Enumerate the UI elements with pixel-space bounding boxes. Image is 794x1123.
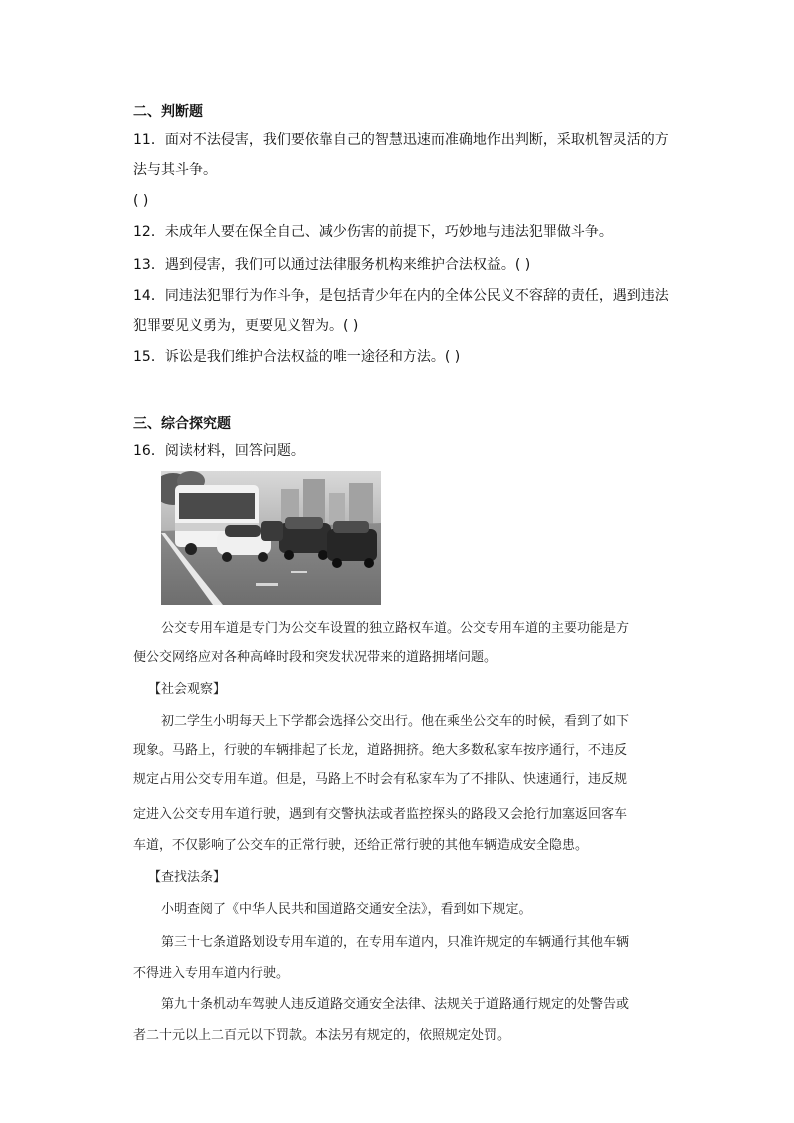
- question-15: 15．诉讼是我们维护合法权益的唯一途径和方法。( ): [133, 349, 461, 365]
- question-11-answer-bracket: ( ): [133, 193, 149, 209]
- photo-illustration-icon: [161, 471, 381, 605]
- material-paragraph-2-line-2: 现象。马路上，行驶的车辆排起了长龙，道路拥挤。绝大多数私家车按序通行，不违反: [133, 743, 628, 758]
- material-paragraph-5-line-1: 第九十条机动车驾驶人违反道路交通安全法律、法规关于道路通行规定的处警告或: [161, 997, 630, 1012]
- material-paragraph-4-line-2: 不得进入专用车道内行驶。: [133, 966, 290, 981]
- material-paragraph-1-line-2: 便公交网络应对各种高峰时段和突发状况带来的道路拥堵问题。: [133, 650, 498, 665]
- material-paragraph-1-line-1: 公交专用车道是专门为公交车设置的独立路权车道。公交专用车道的主要功能是方: [161, 621, 630, 636]
- question-13: 13．遇到侵害，我们可以通过法律服务机构来维护合法权益。( ): [133, 257, 531, 273]
- material-paragraph-2-line-3: 规定占用公交专用车道。但是，马路上不时会有私家车为了不排队、快速通行，违反规: [133, 772, 628, 787]
- question-14-line-2: 犯罪要见义勇为，更要见义智为。( ): [133, 318, 359, 334]
- material-paragraph-2-line-5: 车道，不仅影响了公交车的正常行驶，还给正常行驶的其他车辆造成安全隐患。: [133, 838, 589, 853]
- question-11-line-2: 法与其斗争。: [133, 162, 217, 178]
- material-paragraph-4-line-1: 第三十七条道路划设专用车道的，在专用车道内，只准许规定的车辆通行其他车辆: [161, 935, 630, 950]
- material-paragraph-5-line-2: 者二十元以上二百元以下罚款。本法另有规定的，依照规定处罚。: [133, 1028, 511, 1043]
- question-16: 16．阅读材料，回答问题。: [133, 443, 305, 459]
- question-11-line-1: 11．面对不法侵害，我们要依靠自己的智慧迅速而准确地作出判断，采取机智灵活的方: [133, 132, 669, 148]
- material-paragraph-3: 小明查阅了《中华人民共和国道路交通安全法》，看到如下规定。: [161, 902, 532, 917]
- label-social-observation: 【社会观察】: [148, 682, 227, 697]
- section-title-judgment: 二、判断题: [133, 104, 203, 120]
- bus-lane-traffic-photo: [161, 471, 381, 605]
- material-paragraph-2-line-1: 初二学生小明每天上下学都会选择公交出行。他在乘坐公交车的时候，看到了如下: [161, 714, 630, 729]
- material-paragraph-2-line-4: 定进入公交专用车道行驶，遇到有交警执法或者监控探头的路段又会抢行加塞返回客车: [133, 807, 628, 822]
- label-find-law: 【查找法条】: [148, 870, 227, 885]
- section-title-inquiry: 三、综合探究题: [133, 416, 231, 432]
- question-12: 12．未成年人要在保全自己、减少伤害的前提下，巧妙地与违法犯罪做斗争。: [133, 224, 613, 240]
- question-14-line-1: 14．同违法犯罪行为作斗争，是包括青少年在内的全体公民义不容辞的责任，遇到违法: [133, 288, 669, 304]
